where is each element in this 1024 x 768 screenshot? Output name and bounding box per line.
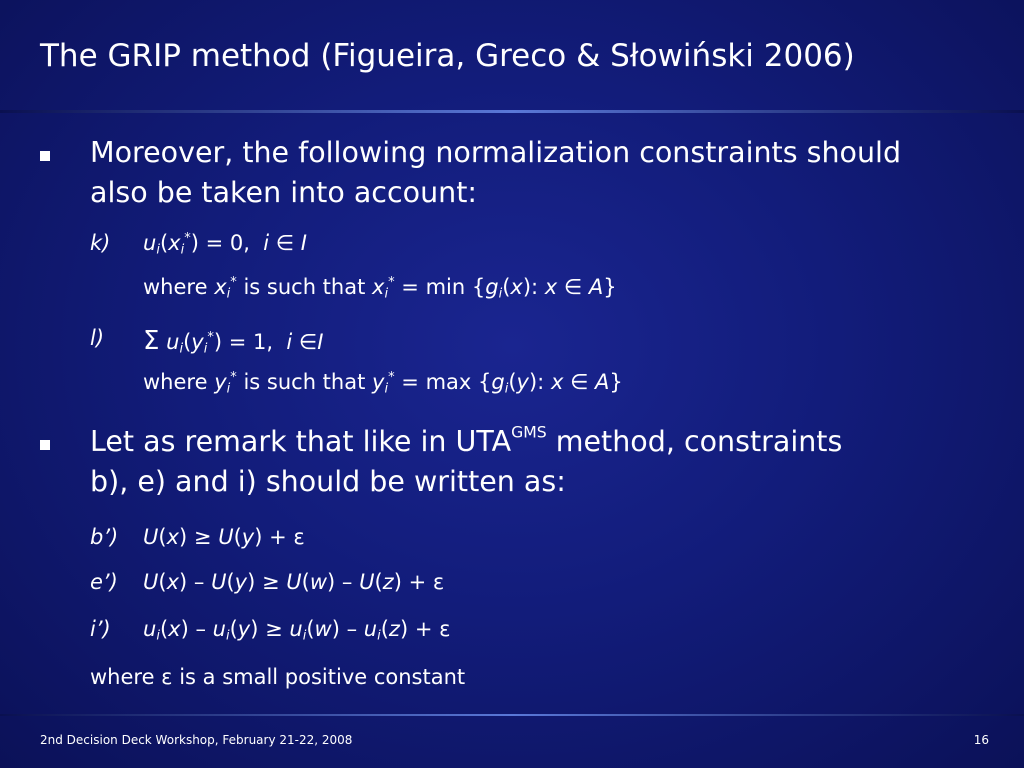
footer-text: 2nd Decision Deck Workshop, February 21-22, 2008 <box>40 733 353 747</box>
constraint-b-prime-label: b’) <box>90 525 119 549</box>
constraint-l-formula: Σ $u_i(y_i^*) = 1$, i ∈I <box>143 326 324 357</box>
constraint-k-where-text: where $x_i^*$ is such that $x_i^* = \min \{g_i(x)$: x ∈ A} <box>143 275 617 302</box>
constraint-i-prime-formula: $u_i(x) - u_i(y) \ge u_i(w) - u_i(z) + \varepsilon$ <box>143 617 451 644</box>
constraint-l-where-text: where $y_i^*$ is such that $y_i^* = \max \{g_i(y)$: x ∈ A} <box>143 370 623 397</box>
footer-divider <box>0 714 1024 716</box>
constraint-e-prime-formula: U(x) – U(y) ≥ U(w) – U(z) + ε <box>143 570 445 594</box>
page-number: 16 <box>973 733 989 747</box>
slide-title: The GRIP method (Figueira, Greco & Słowiński 2006) <box>40 38 855 74</box>
constraint-l-label: l) <box>90 326 105 350</box>
bullet-1-line-2: also be taken into account: <box>90 176 477 209</box>
constraint-e-prime-label: e’) <box>90 570 118 594</box>
bullet-2-line-1: Let as remark that like in $UTA^{GMS}$ method, constraints <box>90 422 843 458</box>
constraint-b-prime-formula: U(x) ≥ U(y) + ε <box>143 525 305 549</box>
constraint-k-label: k) <box>90 231 111 255</box>
bullet-1-line-1: Moreover, the following normalization constraints should <box>90 136 902 169</box>
constraint-k-formula: $u_i(x_i^*) = 0$, i ∈ I <box>143 231 307 258</box>
bullet-square-2 <box>40 440 50 450</box>
constraint-i-prime-label: i’) <box>90 617 111 641</box>
bullet-square-1 <box>40 151 50 161</box>
title-divider <box>0 110 1024 113</box>
bullet-2-line-2: b), e) and i) should be written as: <box>90 465 566 498</box>
epsilon-note: where ε is a small positive constant <box>90 665 466 689</box>
